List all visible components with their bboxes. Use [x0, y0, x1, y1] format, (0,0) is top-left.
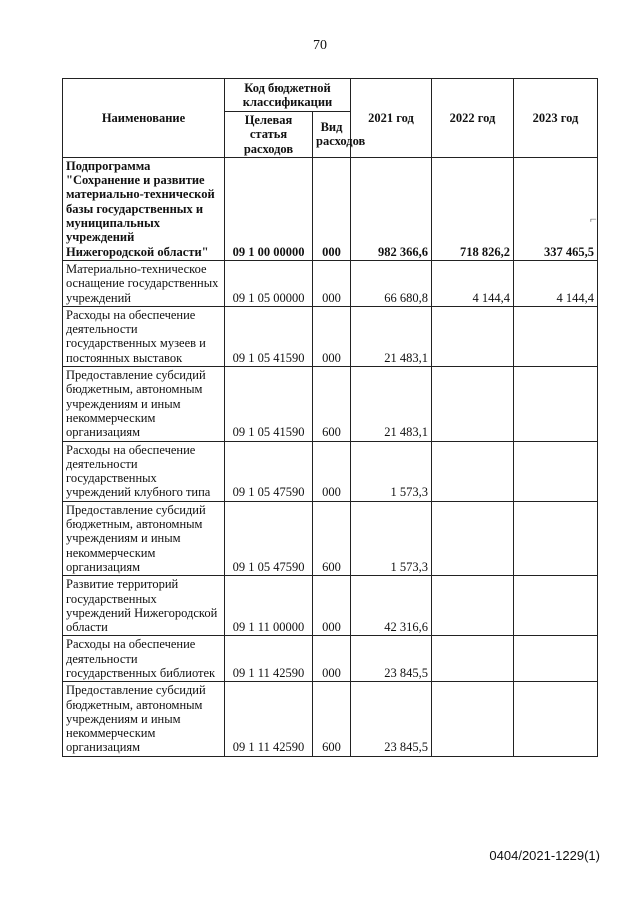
row-value-2022: [432, 636, 514, 682]
row-value-2021: 66 680,8: [351, 260, 432, 306]
row-value-2023: [514, 306, 598, 366]
row-value-2022: [432, 306, 514, 366]
header-2021: 2021 год: [351, 79, 432, 158]
row-kind-code: 600: [313, 682, 351, 756]
row-kind-code: 600: [313, 367, 351, 441]
row-name: Развитие территорий государственных учреждений Нижегородской области: [63, 576, 225, 636]
row-value-2021: 23 845,5: [351, 636, 432, 682]
row-value-2023: [514, 682, 598, 756]
table-row: [63, 636, 598, 682]
row-value-2022: 4 144,4: [432, 260, 514, 306]
page-number: 70: [313, 38, 327, 53]
row-value-2021: 21 483,1: [351, 367, 432, 441]
budget-table: [62, 78, 598, 757]
header-2023: 2023 год: [514, 79, 598, 158]
row-kind-code: 000: [313, 441, 351, 501]
margin-tick-mark: ⌐: [590, 212, 597, 226]
row-target-code: 09 1 05 00000: [225, 260, 313, 306]
row-kind-code: 600: [313, 501, 351, 575]
row-value-2023: [514, 636, 598, 682]
row-target-code: 09 1 11 00000: [225, 576, 313, 636]
row-name: Расходы на обеспечение деятельности государственных музеев и постоянных выставок: [63, 306, 225, 366]
row-kind-code: 000: [313, 636, 351, 682]
row-value-2021: 982 366,6: [351, 157, 432, 260]
table-row: [63, 501, 598, 575]
row-value-2023: [514, 501, 598, 575]
row-name: Расходы на обеспечение деятельности государственных библиотек: [63, 636, 225, 682]
table-row: [63, 576, 598, 636]
row-name: Расходы на обеспечение деятельности государственных учреждений клубного типа: [63, 441, 225, 501]
row-value-2023: [514, 576, 598, 636]
row-target-code: 09 1 05 41590: [225, 367, 313, 441]
header-target: Целевая статья расходов: [225, 112, 313, 158]
row-value-2022: [432, 501, 514, 575]
row-value-2021: 21 483,1: [351, 306, 432, 366]
row-target-code: 09 1 05 47590: [225, 501, 313, 575]
row-value-2022: [432, 441, 514, 501]
document-code: 0404/2021-1229(1): [489, 848, 600, 863]
row-target-code: 09 1 05 47590: [225, 441, 313, 501]
row-kind-code: 000: [313, 576, 351, 636]
row-value-2021: 23 845,5: [351, 682, 432, 756]
row-name: Предоставление субсидий бюджетным, автономным учреждениям и иным некоммерческим организациям: [63, 501, 225, 575]
row-value-2021: 42 316,6: [351, 576, 432, 636]
row-value-2021: 1 573,3: [351, 501, 432, 575]
row-value-2022: [432, 576, 514, 636]
row-name: Предоставление субсидий бюджетным, автономным учреждениям и иным некоммерческим организациям: [63, 367, 225, 441]
row-name: Материально-техническое оснащение государственных учреждений: [63, 260, 225, 306]
table-body: [63, 157, 598, 756]
row-target-code: 09 1 05 41590: [225, 306, 313, 366]
header-code-group: Код бюджетной классификации: [225, 79, 351, 112]
header-kind: Вид расходов: [313, 112, 351, 158]
row-kind-code: 000: [313, 157, 351, 260]
row-target-code: 09 1 11 42590: [225, 682, 313, 756]
header-2022: 2022 год: [432, 79, 514, 158]
row-target-code: 09 1 00 00000: [225, 157, 313, 260]
row-name: Подпрограмма "Сохранение и развитие материально-технической базы государственных и муниципальных учреждений Нижегородской области": [63, 157, 225, 260]
row-target-code: 09 1 11 42590: [225, 636, 313, 682]
table-row: [63, 157, 598, 260]
table-row: [63, 306, 598, 366]
table-row: [63, 260, 598, 306]
row-name: Предоставление субсидий бюджетным, автономным учреждениям и иным некоммерческим организациям: [63, 682, 225, 756]
row-value-2022: 718 826,2: [432, 157, 514, 260]
row-value-2023: [514, 367, 598, 441]
row-value-2021: 1 573,3: [351, 441, 432, 501]
row-value-2023: [514, 441, 598, 501]
row-kind-code: 000: [313, 306, 351, 366]
row-kind-code: 000: [313, 260, 351, 306]
row-value-2023: 337 465,5: [514, 157, 598, 260]
header-name: Наименование: [63, 79, 225, 158]
table-row: [63, 682, 598, 756]
row-value-2022: [432, 682, 514, 756]
table-row: [63, 367, 598, 441]
table-row: [63, 441, 598, 501]
row-value-2022: [432, 367, 514, 441]
row-value-2023: 4 144,4: [514, 260, 598, 306]
